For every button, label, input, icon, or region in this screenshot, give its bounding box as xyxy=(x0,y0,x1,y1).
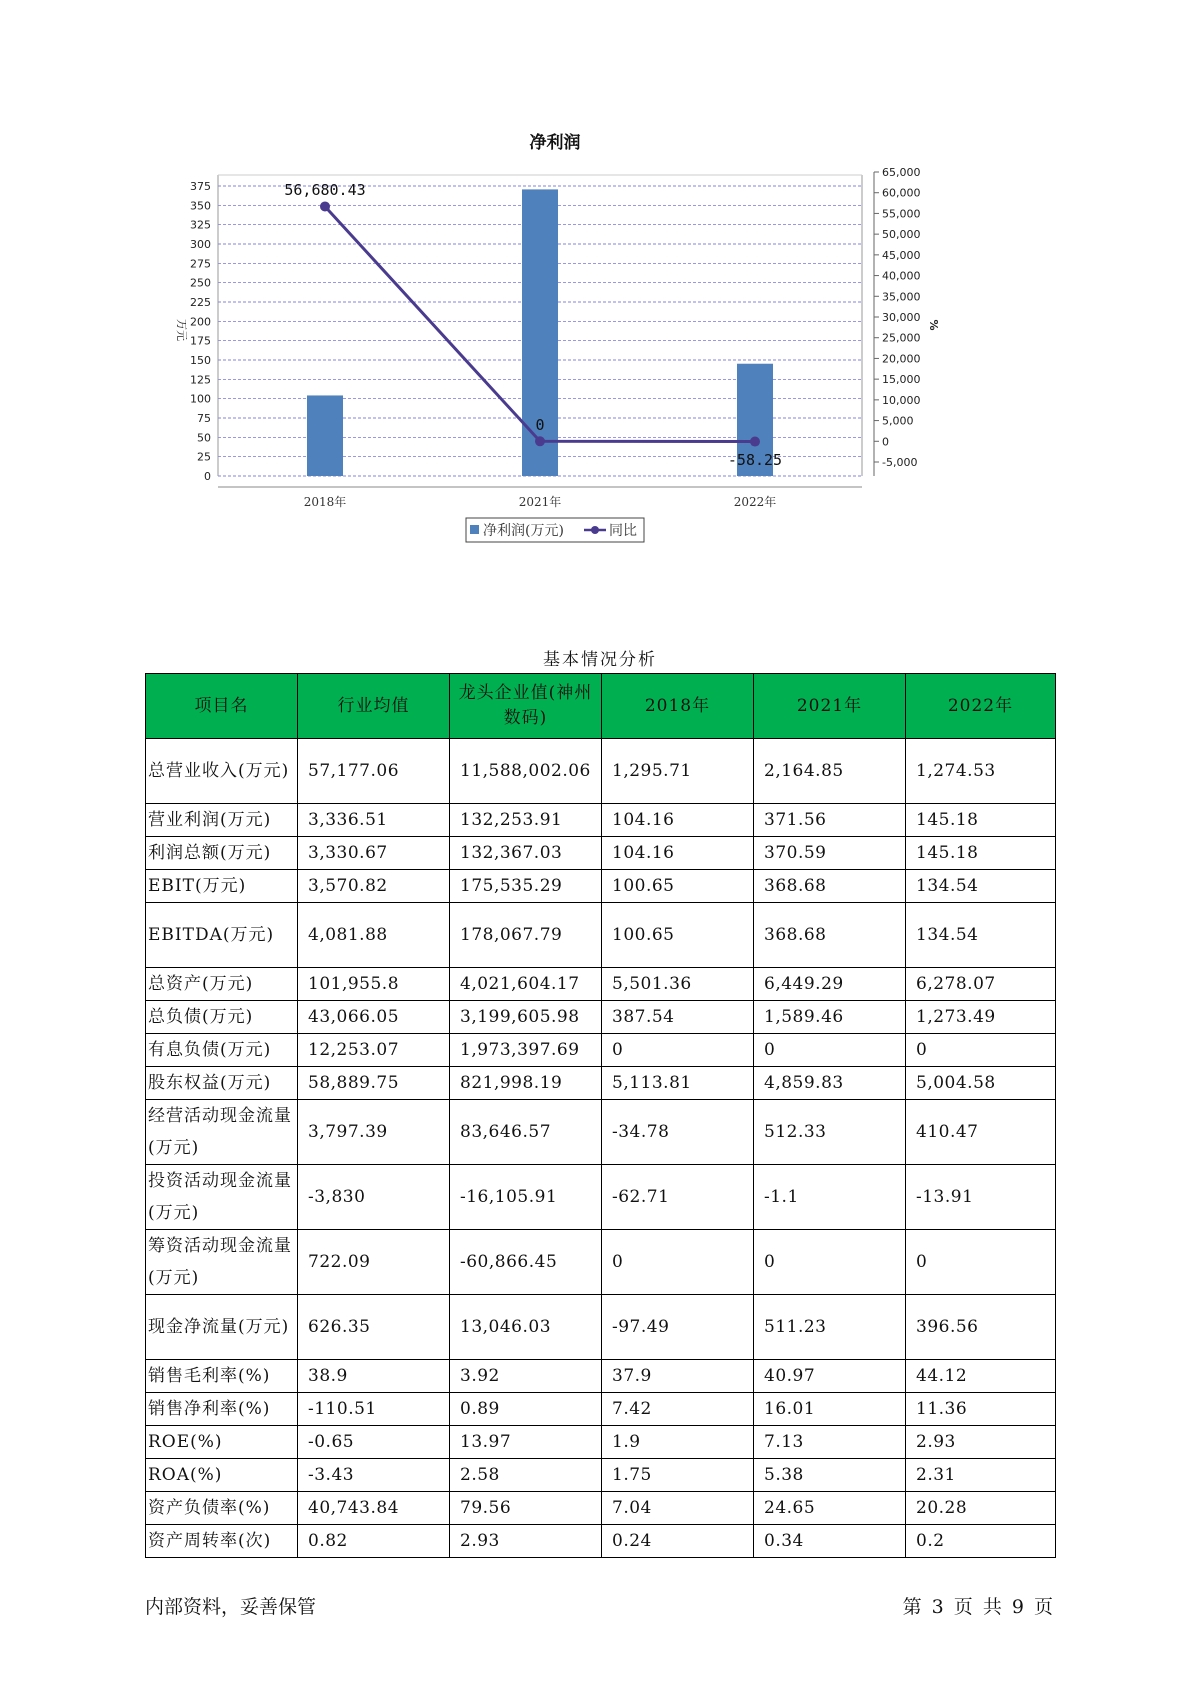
table-header-cell: 2021年 xyxy=(754,674,906,739)
table-row xyxy=(146,1426,1056,1459)
value-cell: 0 xyxy=(906,1034,1056,1067)
value-cell: 2.93 xyxy=(450,1525,602,1558)
right-tick-label: 55,000 xyxy=(882,207,921,221)
left-tick-label: 100 xyxy=(190,392,211,406)
value-cell: -60,866.45 xyxy=(450,1230,602,1295)
value-cell: -13.91 xyxy=(906,1165,1056,1230)
table-row xyxy=(146,1295,1056,1360)
table-row xyxy=(146,968,1056,1001)
table-row xyxy=(146,1459,1056,1492)
value-cell: 132,253.91 xyxy=(450,804,602,837)
row-label-cell: 利润总额(万元) xyxy=(146,837,298,870)
value-cell: 2.93 xyxy=(906,1426,1056,1459)
right-tick-label: 20,000 xyxy=(882,352,921,366)
table-row xyxy=(146,1001,1056,1034)
value-cell: 410.47 xyxy=(906,1100,1056,1165)
left-tick-label: 225 xyxy=(190,296,211,309)
value-cell: 0 xyxy=(602,1230,754,1295)
right-tick-label: 5,000 xyxy=(882,414,914,428)
legend-swatch-bar xyxy=(470,525,479,534)
left-tick-label: 300 xyxy=(190,238,211,251)
table-header-cell: 2018年 xyxy=(602,674,754,739)
y-axis-label-left: 万元 xyxy=(175,319,188,341)
value-cell: 0.24 xyxy=(602,1525,754,1558)
table-row xyxy=(146,1067,1056,1100)
x-tick-label: 2021年 xyxy=(518,495,562,509)
value-cell: 0 xyxy=(754,1034,906,1067)
table-row xyxy=(146,1165,1056,1230)
footer-page-number: 第 3 页 共 9 页 xyxy=(902,1596,1055,1618)
row-label-cell: 总营业收入(万元) xyxy=(146,739,298,804)
value-cell: 3,336.51 xyxy=(298,804,450,837)
y-axis-label-right: % xyxy=(927,319,940,331)
right-tick-label: 25,000 xyxy=(882,331,921,345)
right-tick-label: 65,000 xyxy=(882,166,921,179)
value-cell: 3,199,605.98 xyxy=(450,1001,602,1034)
value-cell: 13,046.03 xyxy=(450,1295,602,1360)
row-label-cell: ROE(%) xyxy=(146,1426,298,1459)
value-cell: 6,278.07 xyxy=(906,968,1056,1001)
value-cell: 2.58 xyxy=(450,1459,602,1492)
yoy-point xyxy=(535,436,545,446)
value-cell: 1.75 xyxy=(602,1459,754,1492)
value-cell: -0.65 xyxy=(298,1426,450,1459)
table-row xyxy=(146,1393,1056,1426)
basic-analysis-table xyxy=(145,673,1056,1558)
chart-canvas xyxy=(170,130,1030,600)
legend-label-yoy: 同比 xyxy=(609,523,637,539)
value-cell: 16.01 xyxy=(754,1393,906,1426)
value-cell: 722.09 xyxy=(298,1230,450,1295)
data-label: -58.25 xyxy=(727,451,783,469)
value-cell: 5.38 xyxy=(754,1459,906,1492)
value-cell: 12,253.07 xyxy=(298,1034,450,1067)
table-row xyxy=(146,1525,1056,1558)
row-label-cell: 筹资活动现金流量(万元) xyxy=(146,1230,298,1295)
table-caption: 基本情况分析 xyxy=(543,650,657,670)
value-cell: 0 xyxy=(906,1230,1056,1295)
value-cell: 57,177.06 xyxy=(298,739,450,804)
row-label-cell: 销售毛利率(%) xyxy=(146,1360,298,1393)
value-cell: 2.31 xyxy=(906,1459,1056,1492)
value-cell: 38.9 xyxy=(298,1360,450,1393)
table-row xyxy=(146,804,1056,837)
value-cell: 6,449.29 xyxy=(754,968,906,1001)
legend-swatch-point xyxy=(591,526,599,534)
value-cell: -110.51 xyxy=(298,1393,450,1426)
right-tick-label: 35,000 xyxy=(882,290,921,304)
table-row xyxy=(146,1034,1056,1067)
row-label-cell: 现金净流量(万元) xyxy=(146,1295,298,1360)
value-cell: 134.54 xyxy=(906,870,1056,903)
value-cell: 3.92 xyxy=(450,1360,602,1393)
value-cell: -16,105.91 xyxy=(450,1165,602,1230)
value-cell: -1.1 xyxy=(754,1165,906,1230)
row-label-cell: 销售净利率(%) xyxy=(146,1393,298,1426)
row-label-cell: 资产负债率(%) xyxy=(146,1492,298,1525)
right-tick-label: 40,000 xyxy=(882,269,921,283)
value-cell: 5,501.36 xyxy=(602,968,754,1001)
row-label-cell: 总资产(万元) xyxy=(146,968,298,1001)
value-cell: 368.68 xyxy=(754,903,906,968)
right-tick-label: 60,000 xyxy=(882,186,921,200)
table-row xyxy=(146,837,1056,870)
value-cell: 1,589.46 xyxy=(754,1001,906,1034)
right-tick-label: 15,000 xyxy=(882,373,921,387)
row-label-cell: 股东权益(万元) xyxy=(146,1067,298,1100)
value-cell: 5,004.58 xyxy=(906,1067,1056,1100)
value-cell: 1,274.53 xyxy=(906,739,1056,804)
data-label: 56,680.43 xyxy=(284,181,366,199)
value-cell: 3,797.39 xyxy=(298,1100,450,1165)
value-cell: 11,588,002.06 xyxy=(450,739,602,804)
right-tick-label: 30,000 xyxy=(882,311,921,324)
value-cell: 0 xyxy=(602,1034,754,1067)
table-row xyxy=(146,903,1056,968)
right-tick-label: -5,000 xyxy=(882,456,918,469)
footer-confidential-note: 内部资料，妥善保管 xyxy=(145,1596,317,1618)
row-label-cell: ROA(%) xyxy=(146,1459,298,1492)
value-cell: 104.16 xyxy=(602,837,754,870)
value-cell: 370.59 xyxy=(754,837,906,870)
value-cell: 79.56 xyxy=(450,1492,602,1525)
value-cell: 20.28 xyxy=(906,1492,1056,1525)
value-cell: 100.65 xyxy=(602,870,754,903)
value-cell: 3,570.82 xyxy=(298,870,450,903)
value-cell: 396.56 xyxy=(906,1295,1056,1360)
chart-title: 净利润 xyxy=(529,133,581,153)
value-cell: 37.9 xyxy=(602,1360,754,1393)
value-cell: 40.97 xyxy=(754,1360,906,1393)
value-cell: -3.43 xyxy=(298,1459,450,1492)
yoy-point xyxy=(320,201,330,211)
value-cell: 1.9 xyxy=(602,1426,754,1459)
row-label-cell: 总负债(万元) xyxy=(146,1001,298,1034)
value-cell: 0.34 xyxy=(754,1525,906,1558)
bar xyxy=(307,395,343,476)
table-row xyxy=(146,1100,1056,1165)
value-cell: 512.33 xyxy=(754,1100,906,1165)
left-tick-label: 250 xyxy=(190,276,211,290)
table-header-cell: 2022年 xyxy=(906,674,1056,739)
left-tick-label: 325 xyxy=(190,218,211,232)
value-cell: 0.2 xyxy=(906,1525,1056,1558)
value-cell: 368.68 xyxy=(754,870,906,903)
value-cell: 0.82 xyxy=(298,1525,450,1558)
table-header-row xyxy=(146,674,1056,739)
left-tick-label: 175 xyxy=(190,334,211,348)
table-row xyxy=(146,1360,1056,1393)
right-tick-label: 45,000 xyxy=(882,248,921,262)
yoy-point xyxy=(750,437,760,447)
value-cell: 626.35 xyxy=(298,1295,450,1360)
left-tick-label: 0 xyxy=(204,470,211,483)
value-cell: 7.42 xyxy=(602,1393,754,1426)
table-row xyxy=(146,1230,1056,1295)
left-tick-label: 75 xyxy=(197,412,211,425)
value-cell: 1,973,397.69 xyxy=(450,1034,602,1067)
value-cell: -62.71 xyxy=(602,1165,754,1230)
row-label-cell: 有息负债(万元) xyxy=(146,1034,298,1067)
value-cell: 4,021,604.17 xyxy=(450,968,602,1001)
left-tick-label: 200 xyxy=(190,315,211,329)
value-cell: 2,164.85 xyxy=(754,739,906,804)
value-cell: 132,367.03 xyxy=(450,837,602,870)
value-cell: 100.65 xyxy=(602,903,754,968)
row-label-cell: 资产周转率(次) xyxy=(146,1525,298,1558)
value-cell: 1,273.49 xyxy=(906,1001,1056,1034)
row-label-cell: 经营活动现金流量(万元) xyxy=(146,1100,298,1165)
left-tick-label: 25 xyxy=(197,450,211,464)
value-cell: 4,859.83 xyxy=(754,1067,906,1100)
value-cell: 11.36 xyxy=(906,1393,1056,1426)
x-tick-label: 2022年 xyxy=(733,495,777,509)
value-cell: 511.23 xyxy=(754,1295,906,1360)
table-row xyxy=(146,1492,1056,1525)
value-cell: 821,998.19 xyxy=(450,1067,602,1100)
value-cell: 371.56 xyxy=(754,804,906,837)
value-cell: 40,743.84 xyxy=(298,1492,450,1525)
value-cell: -34.78 xyxy=(602,1100,754,1165)
value-cell: 387.54 xyxy=(602,1001,754,1034)
right-tick-label: 10,000 xyxy=(882,393,921,407)
table-row xyxy=(146,870,1056,903)
value-cell: 1,295.71 xyxy=(602,739,754,804)
table-header-cell: 项目名 xyxy=(146,674,298,739)
value-cell: 0 xyxy=(754,1230,906,1295)
left-tick-label: 350 xyxy=(190,199,211,213)
table-header-cell: 龙头企业值(神州数码) xyxy=(450,674,602,739)
left-tick-label: 275 xyxy=(190,257,211,271)
value-cell: 44.12 xyxy=(906,1360,1056,1393)
value-cell: -97.49 xyxy=(602,1295,754,1360)
value-cell: 145.18 xyxy=(906,837,1056,870)
value-cell: 0.89 xyxy=(450,1393,602,1426)
value-cell: 104.16 xyxy=(602,804,754,837)
left-tick-label: 50 xyxy=(197,431,211,445)
value-cell: 5,113.81 xyxy=(602,1067,754,1100)
right-tick-label: 50,000 xyxy=(882,228,921,242)
value-cell: 178,067.79 xyxy=(450,903,602,968)
left-tick-label: 125 xyxy=(190,373,211,387)
value-cell: 83,646.57 xyxy=(450,1100,602,1165)
value-cell: 101,955.8 xyxy=(298,968,450,1001)
legend-label-net-profit: 净利润(万元) xyxy=(483,523,564,539)
row-label-cell: 投资活动现金流量(万元) xyxy=(146,1165,298,1230)
row-label-cell: 营业利润(万元) xyxy=(146,804,298,837)
value-cell: 13.97 xyxy=(450,1426,602,1459)
table-row xyxy=(146,739,1056,804)
value-cell: 7.13 xyxy=(754,1426,906,1459)
value-cell: 7.04 xyxy=(602,1492,754,1525)
value-cell: 175,535.29 xyxy=(450,870,602,903)
value-cell: 43,066.05 xyxy=(298,1001,450,1034)
left-tick-label: 375 xyxy=(190,180,211,193)
row-label-cell: EBIT(万元) xyxy=(146,870,298,903)
data-label: 0 xyxy=(535,416,545,434)
value-cell: 24.65 xyxy=(754,1492,906,1525)
right-tick-label: 0 xyxy=(882,435,889,449)
value-cell: -3,830 xyxy=(298,1165,450,1230)
net-profit-chart xyxy=(170,130,1030,600)
value-cell: 134.54 xyxy=(906,903,1056,968)
table-header-cell: 行业均值 xyxy=(298,674,450,739)
x-tick-label: 2018年 xyxy=(303,495,347,509)
value-cell: 58,889.75 xyxy=(298,1067,450,1100)
left-tick-label: 150 xyxy=(190,354,211,367)
value-cell: 145.18 xyxy=(906,804,1056,837)
value-cell: 4,081.88 xyxy=(298,903,450,968)
row-label-cell: EBITDA(万元) xyxy=(146,903,298,968)
value-cell: 3,330.67 xyxy=(298,837,450,870)
